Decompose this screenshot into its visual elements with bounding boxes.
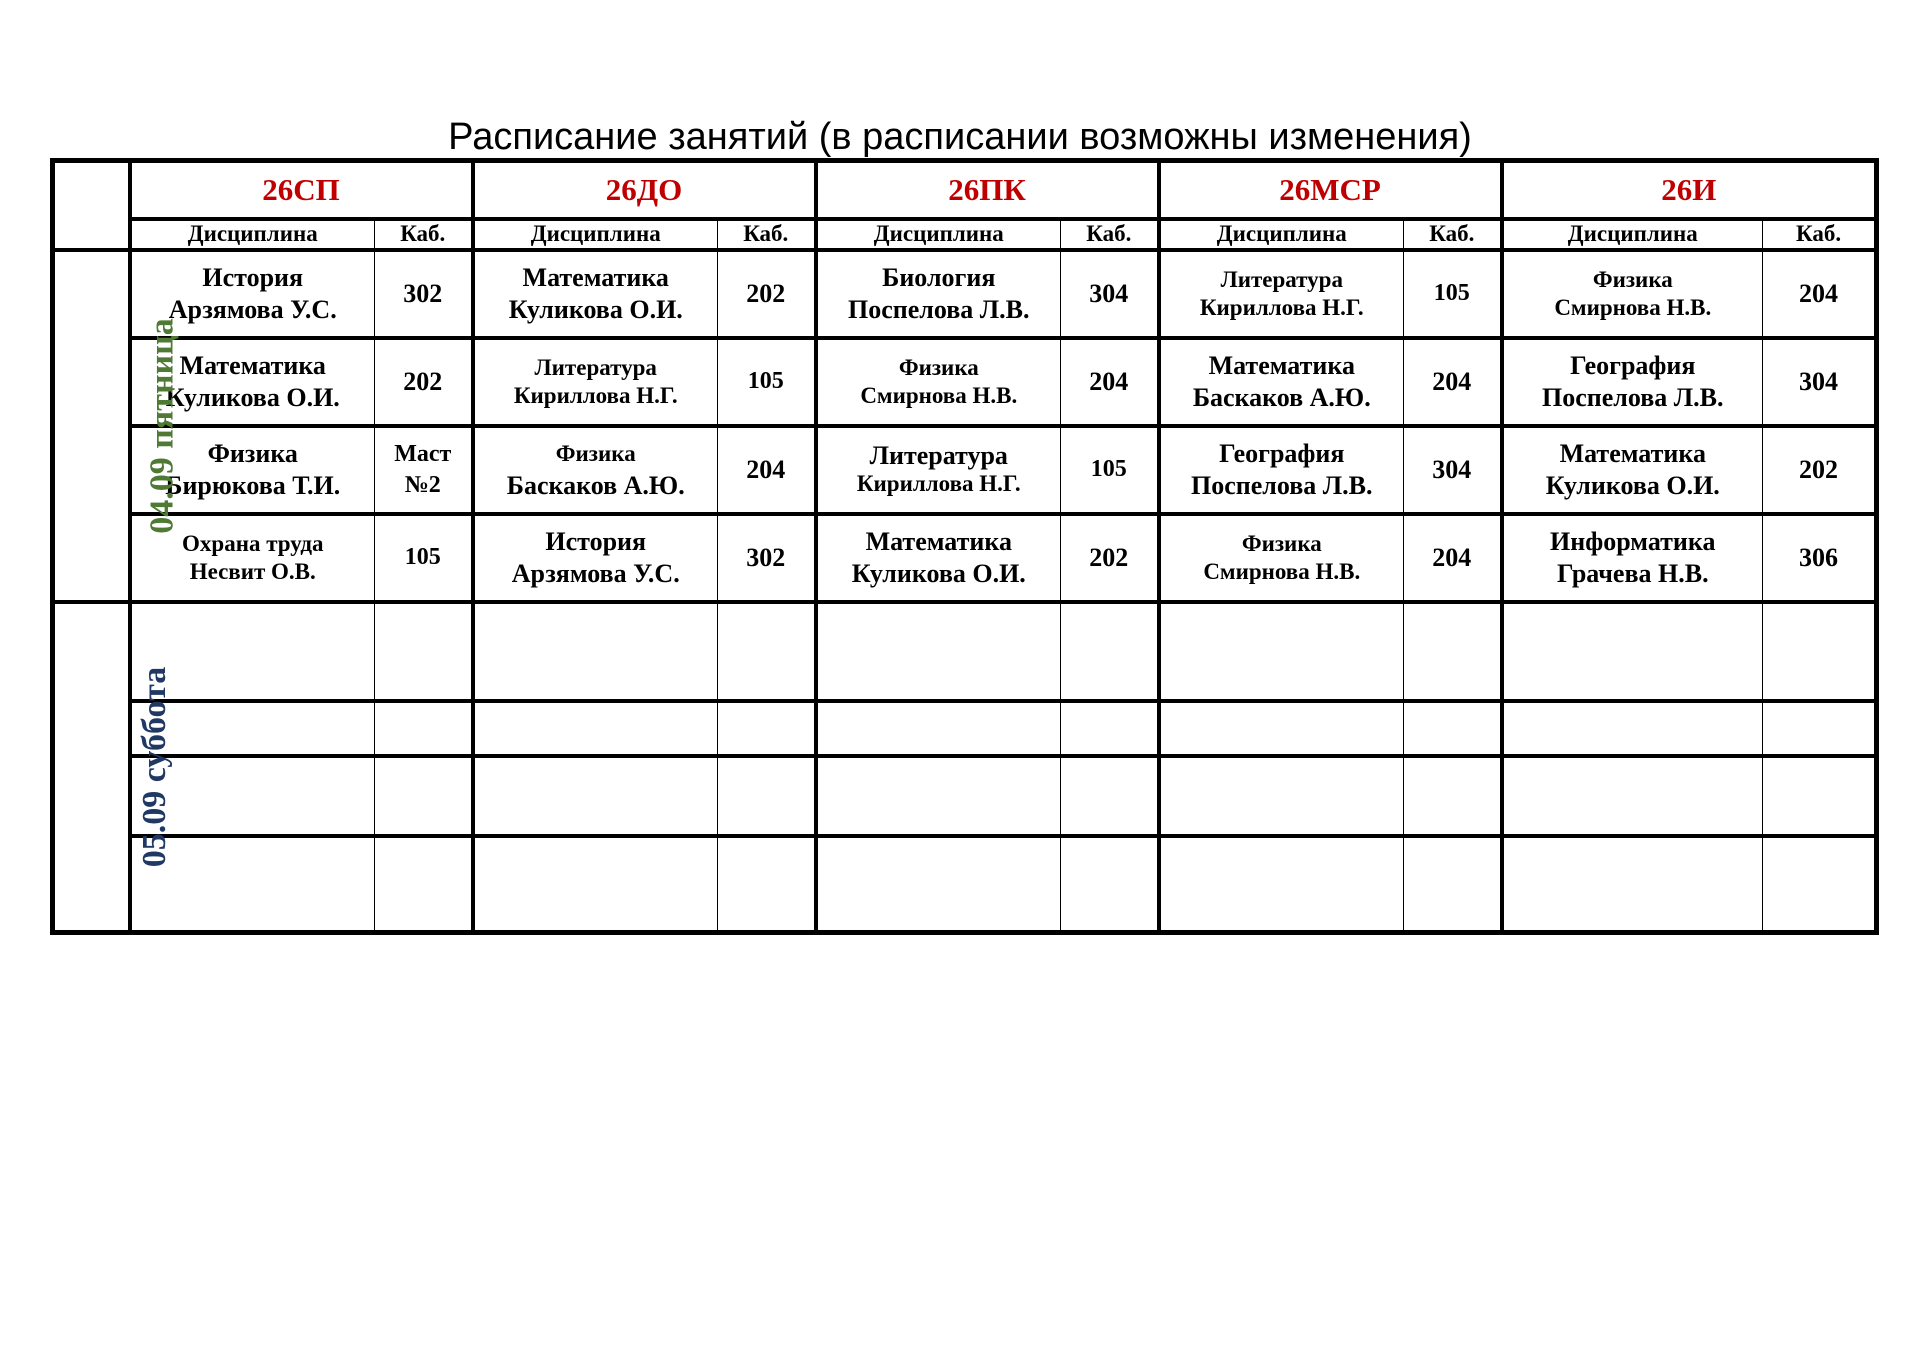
empty-room-cell: [718, 602, 816, 701]
empty-lesson-cell: [473, 701, 718, 756]
room-cell: [1404, 338, 1502, 426]
room-cell: [375, 514, 473, 602]
empty-lesson-cell: [1159, 756, 1404, 836]
lesson-cell: [1159, 426, 1404, 514]
room-cell: [1404, 426, 1502, 514]
room-number: Маст №2: [394, 440, 452, 498]
room-number: 302: [403, 279, 443, 308]
subject-name: Биология: [882, 262, 996, 292]
empty-lesson-cell: [473, 836, 718, 933]
page-title: Расписание занятий (в расписании возможны изменения): [448, 116, 1472, 158]
teacher-name: Поспелова Л.В.: [1191, 470, 1373, 500]
cabinet-column-header: Каб.: [1061, 219, 1159, 250]
lesson-cell: [1159, 514, 1404, 602]
teacher-name: Грачева Н.В.: [1556, 558, 1709, 588]
empty-lesson-cell: [1159, 602, 1404, 701]
lesson-cell: [473, 250, 718, 338]
room-cell: [718, 338, 816, 426]
lesson-cell: [1502, 338, 1763, 426]
group-header-26msr: 26МСР: [1159, 161, 1502, 219]
lesson-cell: [1502, 514, 1763, 602]
teacher-name: Куликова О.И.: [165, 382, 340, 412]
teacher-name: Кириллова Н.Г.: [513, 382, 678, 408]
room-number: 302: [746, 543, 786, 572]
lesson-row-saturday-1: [53, 602, 1877, 701]
subject-name: Литература: [869, 440, 1008, 470]
corner-cell: [53, 161, 130, 250]
room-number: 202: [403, 367, 443, 396]
room-cell: [718, 426, 816, 514]
empty-lesson-cell: [816, 836, 1061, 933]
cabinet-column-header: Каб.: [375, 219, 473, 250]
lesson-row-friday-4: [53, 514, 1877, 602]
room-cell: [718, 514, 816, 602]
lesson-cell: [1502, 250, 1763, 338]
column-subheader-row: [53, 219, 1877, 250]
room-number: 304: [1799, 367, 1839, 396]
empty-room-cell: [1061, 836, 1159, 933]
empty-room-cell: [1763, 701, 1877, 756]
teacher-name: Баскаков А.Ю.: [506, 470, 685, 500]
empty-lesson-cell: [1502, 701, 1763, 756]
teacher-name: Поспелова Л.В.: [848, 294, 1030, 324]
subject-name: Математика: [1208, 350, 1355, 380]
cabinet-column-header: Каб.: [1404, 219, 1502, 250]
empty-room-cell: [375, 701, 473, 756]
group-header-26i: 26И: [1502, 161, 1877, 219]
room-cell: [1763, 514, 1877, 602]
empty-room-cell: [1061, 701, 1159, 756]
lesson-cell: [473, 514, 718, 602]
empty-lesson-cell: [473, 602, 718, 701]
day-label-text: 04.09 пятница: [143, 317, 181, 534]
room-number: 105: [1090, 456, 1127, 482]
empty-room-cell: [1404, 756, 1502, 836]
subject-name: Литература: [1220, 266, 1343, 292]
lesson-cell: [473, 426, 718, 514]
lesson-row-friday-1: [53, 250, 1877, 338]
group-header-row: [53, 161, 1877, 219]
teacher-name: Куликова О.И.: [508, 294, 683, 324]
empty-room-cell: [1763, 602, 1877, 701]
empty-lesson-cell: [473, 756, 718, 836]
lesson-row-saturday-2: [53, 701, 1877, 756]
empty-lesson-cell: [816, 701, 1061, 756]
empty-room-cell: [718, 756, 816, 836]
lesson-cell: [1159, 338, 1404, 426]
day-label-text: 05.09 суббота: [136, 666, 174, 867]
room-cell: [1061, 514, 1159, 602]
room-number: 204: [1432, 543, 1472, 572]
discipline-column-header: Дисциплина: [1502, 219, 1763, 250]
teacher-name: Куликова О.И.: [851, 558, 1026, 588]
room-cell: [1061, 338, 1159, 426]
schedule-table: [50, 158, 1879, 935]
teacher-name: Куликова О.И.: [1545, 470, 1720, 500]
subject-name: География: [1219, 438, 1345, 468]
empty-lesson-cell: [1502, 836, 1763, 933]
teacher-name: Арзямова У.С.: [168, 294, 337, 324]
subject-name: Математика: [522, 262, 669, 292]
room-number: 105: [1433, 280, 1470, 306]
group-header-26sp: 26СП: [130, 161, 473, 219]
empty-room-cell: [1061, 602, 1159, 701]
subject-name: История: [202, 262, 304, 292]
room-number: 204: [1089, 367, 1129, 396]
room-number: 202: [1089, 543, 1129, 572]
empty-room-cell: [1763, 756, 1877, 836]
room-number: 204: [1432, 367, 1472, 396]
room-cell: [1404, 250, 1502, 338]
subject-name: Литература: [534, 354, 657, 380]
empty-lesson-cell: [816, 602, 1061, 701]
room-cell: [1061, 250, 1159, 338]
teacher-name: Несвит О.В.: [189, 558, 316, 584]
lesson-row-saturday-3: [53, 756, 1877, 836]
lesson-row-friday-3: [53, 426, 1877, 514]
discipline-column-header: Дисциплина: [1159, 219, 1404, 250]
lesson-row-friday-2: [53, 338, 1877, 426]
empty-lesson-cell: [1502, 602, 1763, 701]
group-header-26pk: 26ПК: [816, 161, 1159, 219]
lesson-cell: [1159, 250, 1404, 338]
lesson-cell: [473, 338, 718, 426]
empty-lesson-cell: [1502, 756, 1763, 836]
room-number: 204: [1799, 279, 1839, 308]
empty-room-cell: [375, 756, 473, 836]
empty-room-cell: [718, 836, 816, 933]
subject-name: Физика: [207, 438, 298, 468]
lesson-cell: [816, 426, 1061, 514]
empty-lesson-cell: [1159, 701, 1404, 756]
lesson-cell: [1502, 426, 1763, 514]
empty-room-cell: [718, 701, 816, 756]
teacher-name: Смирнова Н.В.: [860, 382, 1018, 408]
subject-name: Охрана труда: [182, 530, 324, 556]
empty-lesson-cell: [816, 756, 1061, 836]
subject-name: Информатика: [1550, 526, 1716, 556]
subject-name: География: [1570, 350, 1696, 380]
teacher-name: Смирнова Н.В.: [1554, 294, 1712, 320]
day-label-friday: [53, 250, 181, 602]
subject-name: Математика: [179, 350, 326, 380]
room-cell: [1763, 338, 1877, 426]
discipline-column-header: Дисциплина: [130, 219, 375, 250]
group-header-26do: 26ДО: [473, 161, 816, 219]
room-cell: [1763, 426, 1877, 514]
empty-room-cell: [1061, 756, 1159, 836]
teacher-name: Поспелова Л.В.: [1542, 382, 1724, 412]
room-cell: [718, 250, 816, 338]
subject-name: Математика: [865, 526, 1012, 556]
room-cell: [375, 426, 473, 514]
room-number: 204: [746, 455, 786, 484]
empty-room-cell: [1404, 836, 1502, 933]
room-number: 306: [1799, 543, 1839, 572]
day-label-saturday: [53, 602, 174, 933]
empty-room-cell: [1404, 701, 1502, 756]
teacher-name: Арзямова У.С.: [511, 558, 680, 588]
lesson-row-saturday-4: [53, 836, 1877, 933]
room-number: 105: [747, 368, 784, 394]
empty-room-cell: [375, 602, 473, 701]
subject-name: Физика: [1592, 266, 1673, 292]
subject-name: Физика: [1241, 530, 1322, 556]
cabinet-column-header: Каб.: [1763, 219, 1877, 250]
discipline-column-header: Дисциплина: [473, 219, 718, 250]
room-number: 304: [1432, 455, 1472, 484]
subject-name: История: [545, 526, 647, 556]
subject-name: Физика: [555, 440, 636, 466]
room-number: 202: [746, 279, 786, 308]
teacher-name: Бирюкова Т.И.: [165, 470, 341, 500]
lesson-cell: [816, 514, 1061, 602]
empty-lesson-cell: [1159, 836, 1404, 933]
lesson-cell: [816, 250, 1061, 338]
room-number: 202: [1799, 455, 1839, 484]
teacher-name: Кириллова Н.Г.: [856, 470, 1021, 496]
room-cell: [375, 338, 473, 426]
teacher-name: Кириллова Н.Г.: [1199, 294, 1364, 320]
lesson-cell: [816, 338, 1061, 426]
room-cell: [1404, 514, 1502, 602]
room-number: 304: [1089, 279, 1129, 308]
empty-room-cell: [375, 836, 473, 933]
empty-room-cell: [1763, 836, 1877, 933]
discipline-column-header: Дисциплина: [816, 219, 1061, 250]
empty-room-cell: [1404, 602, 1502, 701]
room-number: 105: [404, 544, 441, 570]
room-cell: [375, 250, 473, 338]
subject-name: Физика: [898, 354, 979, 380]
teacher-name: Баскаков А.Ю.: [1192, 382, 1371, 412]
room-cell: [1061, 426, 1159, 514]
cabinet-column-header: Каб.: [718, 219, 816, 250]
room-cell: [1763, 250, 1877, 338]
subject-name: Математика: [1559, 438, 1706, 468]
teacher-name: Смирнова Н.В.: [1203, 558, 1361, 584]
